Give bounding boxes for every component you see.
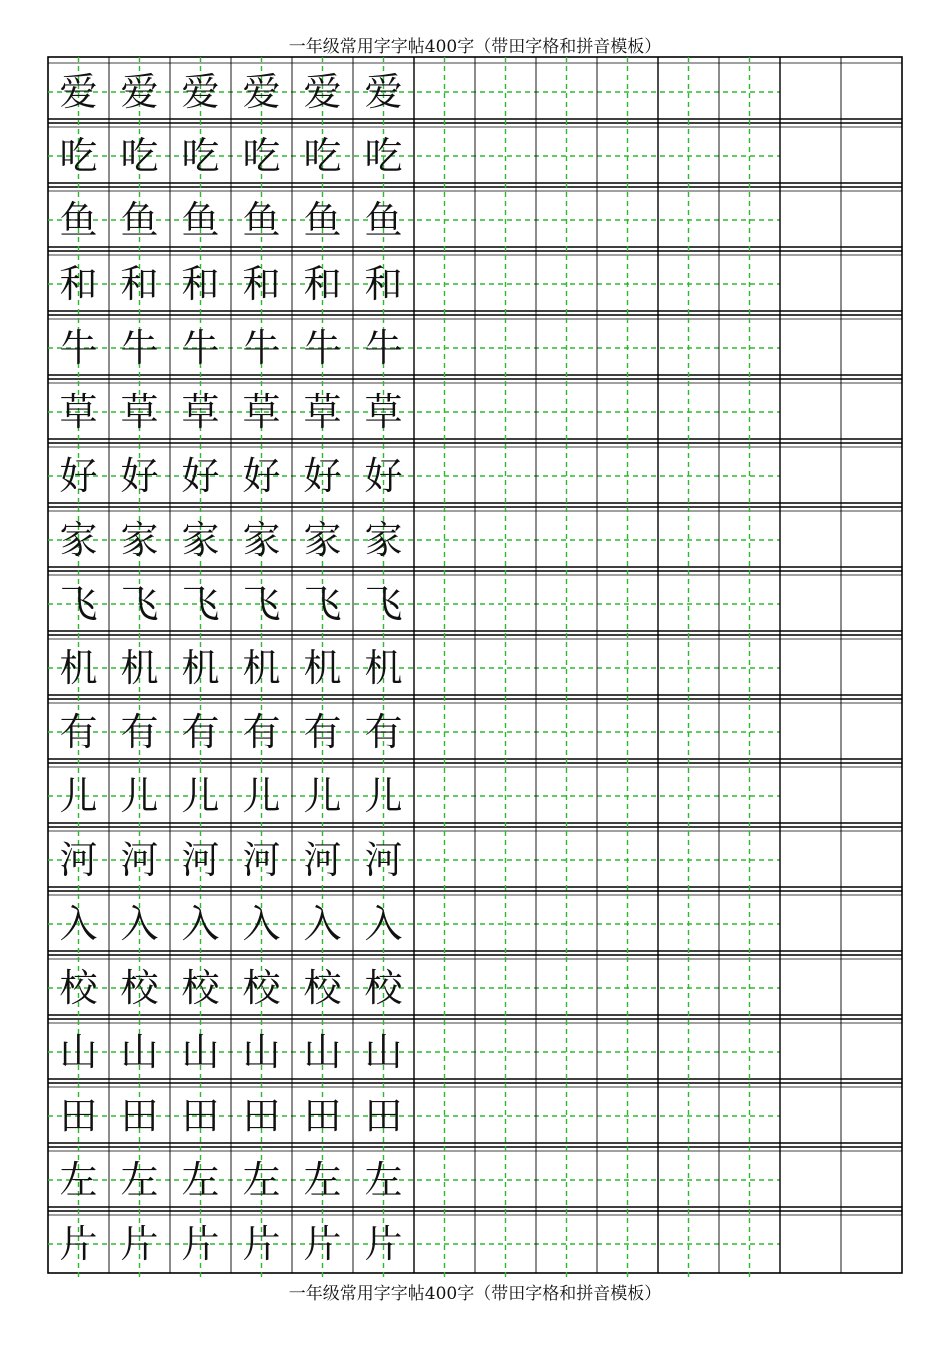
practice-character: 吃 <box>364 134 403 178</box>
practice-character: 机 <box>242 646 281 690</box>
practice-character: 鱼 <box>364 198 403 242</box>
practice-character: 山 <box>303 1030 342 1074</box>
practice-character: 校 <box>181 966 220 1010</box>
practice-character: 片 <box>181 1222 220 1266</box>
practice-character: 左 <box>303 1158 342 1202</box>
practice-character: 校 <box>59 966 98 1010</box>
practice-character: 儿 <box>364 774 403 818</box>
practice-character: 吃 <box>242 134 281 178</box>
practice-character: 左 <box>181 1158 220 1202</box>
practice-character: 校 <box>120 966 159 1010</box>
practice-character: 家 <box>364 518 403 562</box>
practice-character: 草 <box>181 390 220 434</box>
practice-character: 鱼 <box>242 198 281 242</box>
practice-character: 牛 <box>303 326 342 370</box>
practice-character: 和 <box>59 262 98 306</box>
page-footer-title: 一年级常用字字帖400字（带田字格和拼音模板） <box>288 1284 662 1304</box>
practice-character: 有 <box>303 710 342 754</box>
practice-character: 飞 <box>364 582 403 626</box>
practice-character: 爱 <box>120 70 159 114</box>
practice-character: 片 <box>364 1222 403 1266</box>
practice-character: 飞 <box>242 582 281 626</box>
practice-character: 有 <box>120 710 159 754</box>
practice-character: 田 <box>364 1094 403 1138</box>
practice-character: 河 <box>120 838 159 882</box>
practice-character: 有 <box>364 710 403 754</box>
page-title: 一年级常用字字帖400字（带田字格和拼音模板） <box>288 37 662 57</box>
practice-character: 田 <box>181 1094 220 1138</box>
practice-character: 草 <box>120 390 159 434</box>
practice-character: 片 <box>303 1222 342 1266</box>
practice-character: 入 <box>303 902 342 946</box>
practice-character: 家 <box>181 518 220 562</box>
practice-character: 草 <box>242 390 281 434</box>
practice-character: 入 <box>364 902 403 946</box>
practice-character: 左 <box>364 1158 403 1202</box>
practice-character: 左 <box>242 1158 281 1202</box>
practice-character: 吃 <box>181 134 220 178</box>
practice-character: 田 <box>303 1094 342 1138</box>
practice-character: 家 <box>120 518 159 562</box>
practice-character: 飞 <box>303 582 342 626</box>
practice-character: 田 <box>59 1094 98 1138</box>
practice-character: 爱 <box>303 70 342 114</box>
practice-character: 飞 <box>59 582 98 626</box>
practice-character: 儿 <box>303 774 342 818</box>
practice-character: 吃 <box>120 134 159 178</box>
practice-character: 机 <box>120 646 159 690</box>
practice-character: 入 <box>120 902 159 946</box>
practice-character: 入 <box>59 902 98 946</box>
practice-character: 儿 <box>242 774 281 818</box>
practice-character: 鱼 <box>120 198 159 242</box>
practice-character: 好 <box>120 454 159 498</box>
practice-character: 有 <box>242 710 281 754</box>
practice-character: 家 <box>242 518 281 562</box>
practice-character: 儿 <box>181 774 220 818</box>
practice-character: 有 <box>59 710 98 754</box>
practice-character: 河 <box>242 838 281 882</box>
practice-character: 好 <box>364 454 403 498</box>
practice-character: 爱 <box>181 70 220 114</box>
practice-character: 好 <box>303 454 342 498</box>
practice-character: 山 <box>364 1030 403 1074</box>
practice-character: 儿 <box>59 774 98 818</box>
practice-character: 田 <box>242 1094 281 1138</box>
practice-character: 草 <box>303 390 342 434</box>
practice-character: 草 <box>59 390 98 434</box>
practice-character: 鱼 <box>303 198 342 242</box>
practice-character: 草 <box>364 390 403 434</box>
practice-character: 爱 <box>59 70 98 114</box>
practice-character: 牛 <box>364 326 403 370</box>
practice-character: 吃 <box>303 134 342 178</box>
practice-character: 河 <box>364 838 403 882</box>
practice-character: 河 <box>181 838 220 882</box>
practice-character: 牛 <box>59 326 98 370</box>
practice-character: 牛 <box>242 326 281 370</box>
practice-character: 儿 <box>120 774 159 818</box>
practice-character: 山 <box>181 1030 220 1074</box>
practice-character: 牛 <box>181 326 220 370</box>
practice-character: 机 <box>303 646 342 690</box>
practice-character: 入 <box>181 902 220 946</box>
practice-character: 有 <box>181 710 220 754</box>
practice-character: 和 <box>242 262 281 306</box>
practice-character: 河 <box>59 838 98 882</box>
practice-character: 田 <box>120 1094 159 1138</box>
practice-character: 爱 <box>364 70 403 114</box>
practice-character: 机 <box>364 646 403 690</box>
practice-character: 左 <box>120 1158 159 1202</box>
practice-character: 左 <box>59 1158 98 1202</box>
practice-character: 山 <box>242 1030 281 1074</box>
practice-character: 爱 <box>242 70 281 114</box>
practice-character: 机 <box>181 646 220 690</box>
practice-character: 河 <box>303 838 342 882</box>
practice-character: 和 <box>181 262 220 306</box>
practice-character: 山 <box>59 1030 98 1074</box>
practice-character: 片 <box>120 1222 159 1266</box>
practice-character: 校 <box>364 966 403 1010</box>
practice-character: 和 <box>303 262 342 306</box>
practice-character: 好 <box>181 454 220 498</box>
practice-character: 校 <box>242 966 281 1010</box>
practice-character: 鱼 <box>59 198 98 242</box>
practice-character: 牛 <box>120 326 159 370</box>
practice-character: 鱼 <box>181 198 220 242</box>
practice-character: 和 <box>364 262 403 306</box>
practice-character: 家 <box>59 518 98 562</box>
practice-character: 飞 <box>181 582 220 626</box>
practice-character: 片 <box>242 1222 281 1266</box>
practice-character: 飞 <box>120 582 159 626</box>
practice-character: 和 <box>120 262 159 306</box>
practice-character: 入 <box>242 902 281 946</box>
practice-character: 吃 <box>59 134 98 178</box>
practice-character: 好 <box>242 454 281 498</box>
practice-character: 好 <box>59 454 98 498</box>
practice-character: 片 <box>59 1222 98 1266</box>
practice-character: 家 <box>303 518 342 562</box>
practice-character: 校 <box>303 966 342 1010</box>
practice-character: 山 <box>120 1030 159 1074</box>
practice-character: 机 <box>59 646 98 690</box>
